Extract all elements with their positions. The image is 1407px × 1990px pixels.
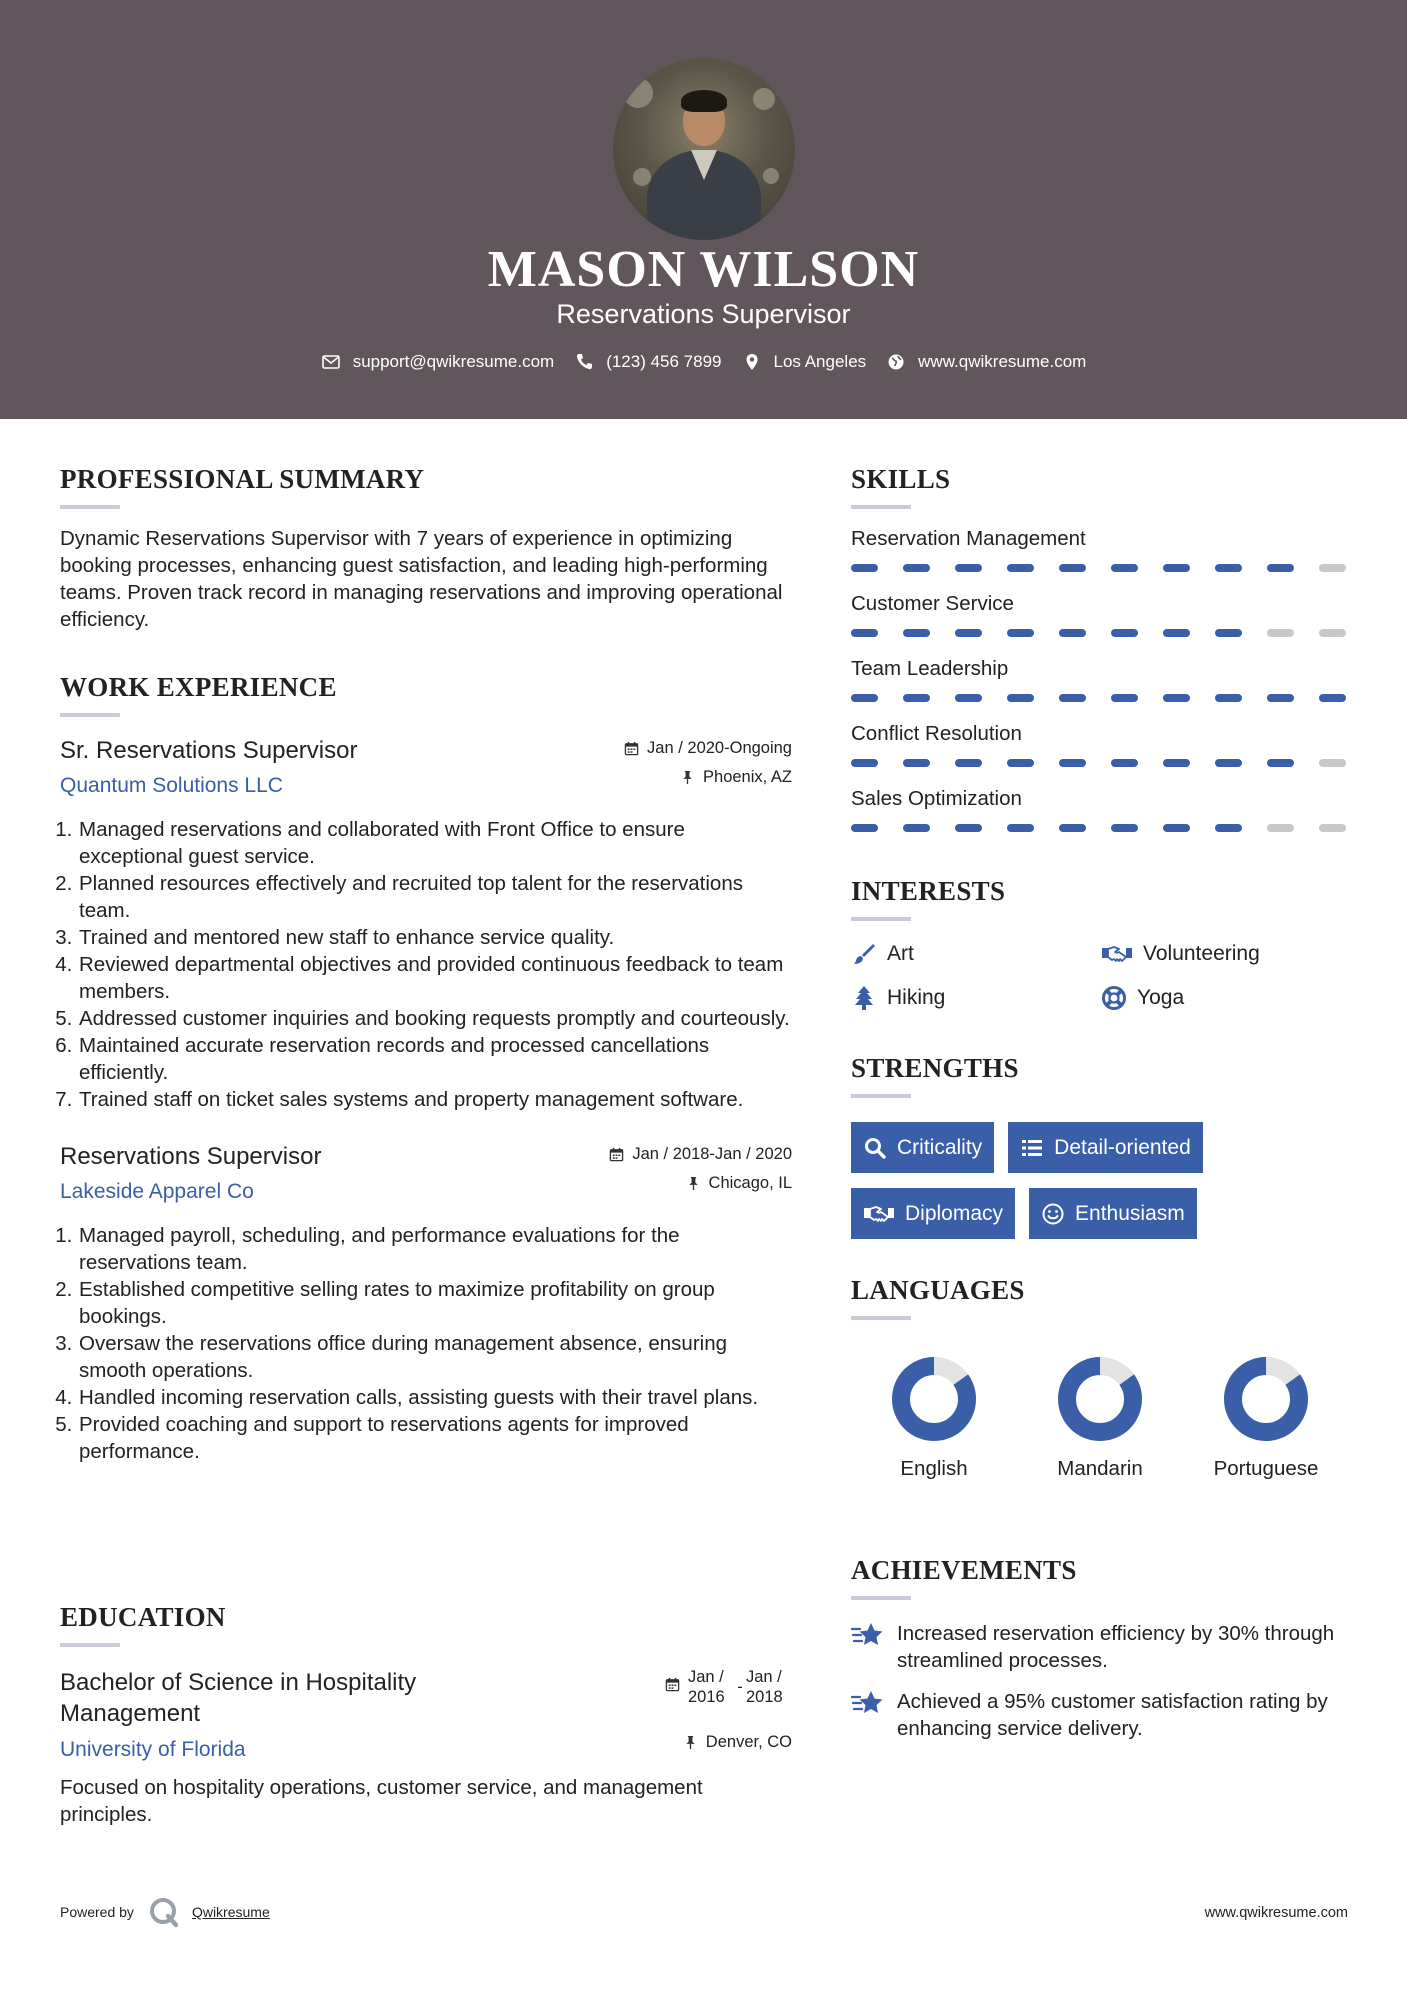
rating-dot-filled — [955, 694, 982, 702]
language-donut — [1223, 1356, 1309, 1442]
job-dates: Jan / 2020-Ongoing — [624, 739, 792, 758]
rating-dot-filled — [851, 694, 878, 702]
rating-dot-filled — [1059, 824, 1086, 832]
shooting-star-icon — [851, 1688, 885, 1718]
rating-dot-filled — [955, 824, 982, 832]
skill-rating — [851, 694, 1351, 702]
list-item: 2. Planned resources effectively and recruited top talent for the reservations team. — [78, 870, 792, 924]
location-text: Los Angeles — [773, 352, 867, 371]
education-end: Jan / 2018 — [746, 1668, 783, 1706]
section-underline — [851, 1316, 911, 1320]
achievement-text: Achieved a 95% customer satisfaction rating by enhancing service delivery. — [897, 1690, 1328, 1740]
contact-location — [742, 352, 867, 372]
skill-name: Conflict Resolution — [851, 722, 1022, 745]
list-item: 3. Trained and mentored new staff to enhance service quality. — [78, 924, 792, 951]
skill-item — [851, 527, 1351, 572]
rating-dot-filled — [903, 824, 930, 832]
rating-dot-filled — [1267, 759, 1294, 767]
strength-tag: Enthusiasm — [1029, 1188, 1197, 1239]
language-name: Portuguese — [1213, 1457, 1319, 1480]
skill-rating — [851, 564, 1351, 572]
footer-powered-by — [60, 1896, 270, 1928]
skills-title: SKILLS — [851, 464, 951, 494]
list-item: 5. Addressed customer inquiries and booking requests promptly and courteously. — [78, 1005, 792, 1032]
list-item: 7. Trained staff on ticket sales systems and property management software. — [78, 1086, 792, 1113]
list-item: 3. Oversaw the reservations office during management absence, ensuring smooth operations. — [78, 1330, 792, 1384]
contact-website[interactable] — [886, 352, 1086, 372]
section-underline — [851, 917, 911, 921]
section-underline — [851, 1094, 911, 1098]
duties-list — [60, 1222, 792, 1465]
smile-icon — [1041, 1202, 1065, 1226]
skills-section — [851, 464, 1351, 852]
brand-link[interactable]: Qwikresume — [191, 1904, 270, 1920]
strength-tag: Criticality — [851, 1122, 994, 1173]
job-location: Chicago, IL — [609, 1174, 792, 1193]
calendar-icon — [624, 741, 639, 756]
handshake-icon — [1101, 941, 1133, 967]
languages-title: LANGUAGES — [851, 1275, 1025, 1305]
summary-title: PROFESSIONAL SUMMARY — [60, 464, 425, 494]
list-item: 4. Handled incoming reservation calls, assisting guests with their travel plans. — [78, 1384, 792, 1411]
list-item: 6. Maintained accurate reservation records and processed cancellations efficiently. — [78, 1032, 792, 1086]
job-title: Sr. Reservations Supervisor — [60, 737, 358, 764]
section-underline — [60, 713, 120, 717]
rating-dot-filled — [851, 564, 878, 572]
interests-section — [851, 876, 1351, 1011]
list-item: 1. Managed reservations and collaborated with Front Office to ensure exceptional guest service. — [78, 816, 792, 870]
list-icon — [1020, 1136, 1044, 1160]
rating-dot-filled — [903, 759, 930, 767]
rating-dot-filled — [903, 564, 930, 572]
section-underline — [851, 1596, 911, 1600]
rating-dot-filled — [1111, 564, 1138, 572]
rating-dot-filled — [851, 824, 878, 832]
job-location: Phoenix, AZ — [624, 768, 792, 787]
section-underline — [60, 1643, 120, 1647]
skill-name: Sales Optimization — [851, 787, 1022, 810]
skill-name: Customer Service — [851, 592, 1014, 615]
rating-dot-empty — [1319, 564, 1346, 572]
rating-dot-filled — [1163, 694, 1190, 702]
pin-icon — [683, 1735, 698, 1750]
globe-icon — [886, 352, 906, 372]
envelope-icon — [321, 352, 341, 372]
languages-section — [851, 1275, 1351, 1481]
search-icon — [863, 1136, 887, 1160]
list-item: 1. Managed payroll, scheduling, and performance evaluations for the reservations team. — [78, 1222, 792, 1276]
list-item: 5. Provided coaching and support to reservations agents for improved performance. — [78, 1411, 792, 1465]
company-name: Lakeside Apparel Co — [60, 1180, 254, 1203]
qwikresume-logo-icon — [148, 1896, 180, 1928]
summary-text: Dynamic Reservations Supervisor with 7 years of experience in optimizing booking processes, enhancing guest satisfaction, and leading high-performing teams. Proven track record in managing reservations and improving operational efficiency. — [60, 527, 783, 631]
skill-item — [851, 787, 1351, 832]
rating-dot-filled — [1059, 759, 1086, 767]
pin-icon — [680, 770, 695, 785]
skill-name: Team Leadership — [851, 657, 1009, 680]
interest-item: Volunteering — [1101, 941, 1351, 967]
skill-item — [851, 722, 1351, 767]
rating-dot-empty — [1267, 824, 1294, 832]
contact-bar — [0, 352, 1407, 372]
contact-email[interactable] — [321, 352, 555, 372]
calendar-icon — [609, 1147, 624, 1162]
rating-dot-empty — [1319, 824, 1346, 832]
language-name: Mandarin — [1057, 1457, 1143, 1480]
skill-item — [851, 657, 1351, 702]
pin-icon — [686, 1176, 701, 1191]
language-donut — [891, 1356, 977, 1442]
profile-photo — [613, 58, 795, 240]
rating-dot-filled — [1059, 629, 1086, 637]
contact-phone[interactable] — [574, 352, 721, 372]
skill-rating — [851, 759, 1351, 767]
achievements-section — [851, 1555, 1351, 1756]
achievement-item — [851, 1620, 1351, 1674]
job-title: Reservations Supervisor — [60, 1143, 322, 1170]
strength-tag: Diplomacy — [851, 1188, 1015, 1239]
education-title: EDUCATION — [60, 1602, 226, 1632]
education-location: Denver, CO — [665, 1733, 792, 1752]
rating-dot-filled — [1007, 694, 1034, 702]
rating-dot-filled — [955, 564, 982, 572]
experience-section — [60, 672, 792, 1465]
paintbrush-icon — [851, 941, 877, 967]
candidate-name: MASON WILSON — [487, 241, 920, 298]
achievement-item — [851, 1688, 1351, 1742]
phone-text: (123) 456 7899 — [606, 352, 722, 371]
education-description: Focused on hospitality operations, customer service, and management principles. — [60, 1776, 703, 1826]
shooting-star-icon — [851, 1620, 885, 1650]
rating-dot-filled — [903, 694, 930, 702]
skills-list — [851, 527, 1351, 832]
lifebuoy-icon — [1101, 985, 1127, 1011]
duties-list — [60, 816, 792, 1113]
job-entry — [60, 1143, 792, 1465]
rating-dot-filled — [1007, 824, 1034, 832]
list-item: 2. Established competitive selling rates to maximize profitability on group bookings. — [78, 1276, 792, 1330]
calendar-icon — [665, 1677, 680, 1692]
rating-dot-filled — [851, 629, 878, 637]
rating-dot-filled — [1163, 759, 1190, 767]
rating-dot-filled — [1059, 564, 1086, 572]
rating-dot-empty — [1319, 759, 1346, 767]
rating-dot-filled — [1163, 629, 1190, 637]
strength-tag: Detail-oriented — [1008, 1122, 1203, 1173]
rating-dot-filled — [1215, 824, 1242, 832]
phone-icon — [574, 352, 594, 372]
rating-dot-filled — [1111, 629, 1138, 637]
rating-dot-filled — [955, 629, 982, 637]
skill-name: Reservation Management — [851, 527, 1086, 550]
education-section — [60, 1602, 792, 1828]
strengths-section — [851, 1053, 1351, 1254]
experience-title: WORK EXPERIENCE — [60, 672, 337, 702]
rating-dot-filled — [1111, 694, 1138, 702]
website-text: www.qwikresume.com — [918, 352, 1087, 371]
rating-dot-filled — [1215, 629, 1242, 637]
skill-rating — [851, 824, 1351, 832]
rating-dot-filled — [955, 759, 982, 767]
powered-by-label: Powered by — [60, 1904, 134, 1920]
rating-dot-empty — [1267, 629, 1294, 637]
rating-dot-filled — [1111, 759, 1138, 767]
rating-dot-filled — [903, 629, 930, 637]
school-name: University of Florida — [60, 1738, 246, 1761]
rating-dot-filled — [1007, 759, 1034, 767]
rating-dot-filled — [1163, 824, 1190, 832]
resume-header — [0, 0, 1407, 419]
rating-dot-filled — [1163, 564, 1190, 572]
interests-title: INTERESTS — [851, 876, 1006, 906]
interest-item: Hiking — [851, 985, 1101, 1011]
achievements-title: ACHIEVEMENTS — [851, 1555, 1077, 1585]
language-name: English — [900, 1457, 968, 1480]
map-marker-icon — [742, 352, 762, 372]
language-item — [851, 1356, 1017, 1481]
candidate-role: Reservations Supervisor — [556, 299, 851, 329]
job-dates: Jan / 2018-Jan / 2020 — [609, 1145, 792, 1164]
rating-dot-filled — [1267, 564, 1294, 572]
summary-section — [60, 464, 792, 633]
rating-dot-filled — [1007, 629, 1034, 637]
language-item — [1183, 1356, 1349, 1481]
job-entry — [60, 737, 792, 1113]
rating-dot-empty — [1319, 629, 1346, 637]
interest-item: Yoga — [1101, 985, 1351, 1011]
handshake-icon — [863, 1202, 895, 1226]
rating-dot-filled — [1267, 694, 1294, 702]
skill-rating — [851, 629, 1351, 637]
company-name: Quantum Solutions LLC — [60, 774, 283, 797]
rating-dot-filled — [1215, 759, 1242, 767]
list-item: 4. Reviewed departmental objectives and provided continuous feedback to team members. — [78, 951, 792, 1005]
email-text: support@qwikresume.com — [352, 352, 555, 371]
rating-dot-filled — [1111, 824, 1138, 832]
language-donut — [1057, 1356, 1143, 1442]
language-item — [1017, 1356, 1183, 1481]
rating-dot-filled — [1059, 694, 1086, 702]
degree-title: Bachelor of Science in Hospitality Management — [60, 1669, 417, 1727]
rating-dot-filled — [1007, 564, 1034, 572]
strengths-title: STRENGTHS — [851, 1053, 1019, 1083]
rating-dot-filled — [1215, 694, 1242, 702]
section-underline — [60, 505, 120, 509]
interest-item: Art — [851, 941, 1101, 967]
education-start: Jan / 2016 — [688, 1668, 725, 1706]
section-underline — [851, 505, 911, 509]
footer-website[interactable]: www.qwikresume.com — [1204, 1905, 1348, 1921]
skill-item — [851, 592, 1351, 637]
rating-dot-filled — [1215, 564, 1242, 572]
rating-dot-filled — [851, 759, 878, 767]
education-dates: Jan / 2016 - Jan / 2018 — [665, 1667, 792, 1707]
achievement-text: Increased reservation efficiency by 30% through streamlined processes. — [897, 1622, 1335, 1672]
rating-dot-filled — [1319, 694, 1346, 702]
tree-icon — [851, 985, 877, 1011]
